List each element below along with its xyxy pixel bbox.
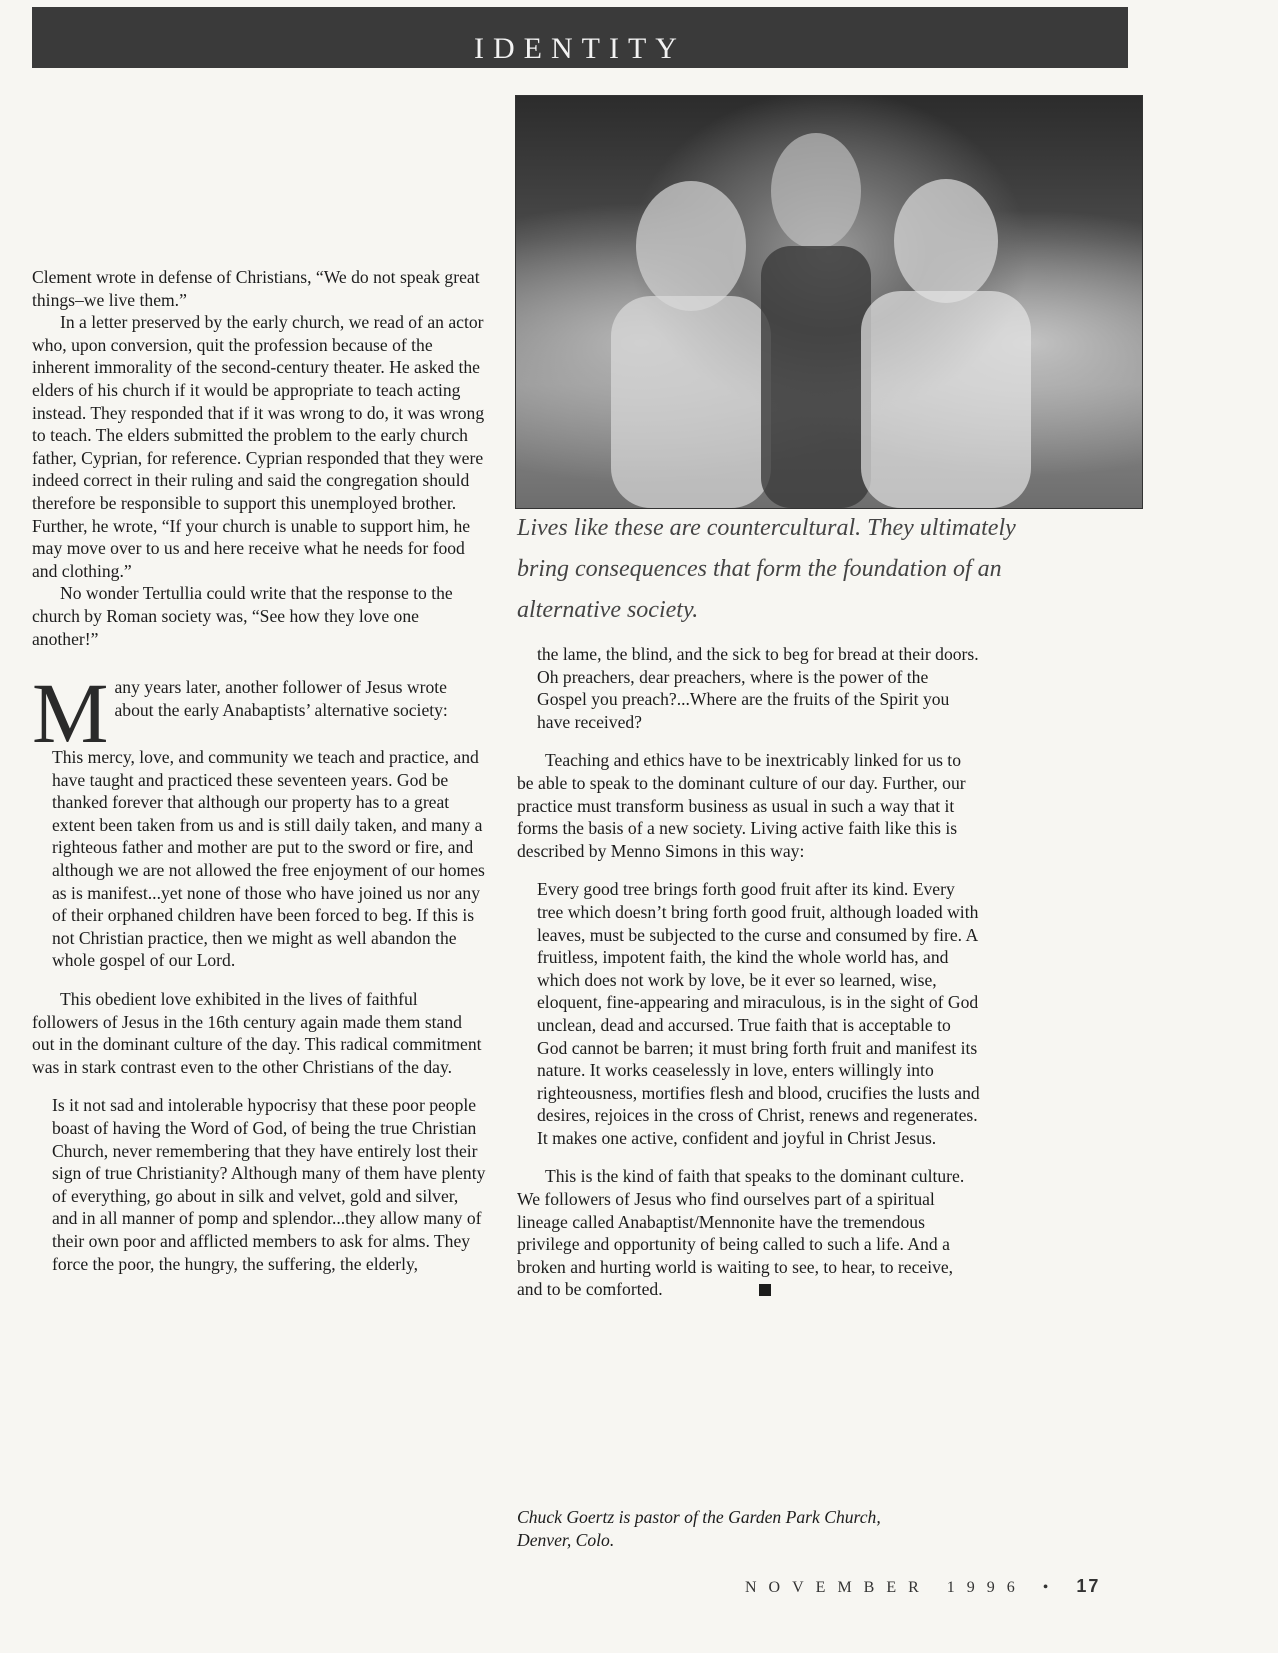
- block-quote: Is it not sad and intolerable hypocrisy that these poor people boast of having the Word of God, of being the true Christian Church, never remembering that they have entirely lost their sign of true Christianity? Although many of them have plenty of everything, go about in silk and velvet, gold and silver, and in all manner of pomp and splendor...they allow many of their own poor and afflicted members to ask for alms. They force the poor, the hungry, the suffering, the elderly,: [52, 1095, 486, 1274]
- paragraph: No wonder Tertullia could write that the response to the church by Roman society was, “See how they love one another!”: [32, 583, 453, 649]
- drop-cap: M: [32, 665, 109, 762]
- block-quote: This mercy, love, and community we teach and practice, and have taught and practiced these seventeen years. God be thanked forever that although our property has to a great extent been taken from us and is still daily taken, and many a righteous father and mother are put to the sword or fire, and although we are not allowed the free enjoyment of our homes as is manifest...yet none of those who have joined us nor any of their orphaned children have been forced to beg. If this is not Christian practice, then we might as well abandon the whole gospel of our Lord.: [52, 747, 485, 971]
- paragraph: [517, 1165, 980, 1301]
- paragraph: Clement wrote in defense of Christians, “We do not speak great things–we live them.”: [32, 267, 480, 310]
- bullet-separator: •: [1042, 1579, 1049, 1596]
- dropcap-paragraph: [32, 665, 488, 762]
- paragraph-text: This is the kind of faith that speaks to the dominant culture. We followers of Jesus who find ourselves part of a spiritual lineage called Anabaptist/Mennonite have the tremendous privilege and opportunity of being called to such a life. And a broken and hurting world is waiting to see, to hear, to receive, and to be comforted.: [517, 1166, 965, 1300]
- section-banner: [32, 7, 1128, 68]
- end-mark-icon: [759, 1284, 771, 1296]
- page-number: 17: [1076, 1576, 1101, 1596]
- block-quote: Every good tree brings forth good fruit after its kind. Every tree which doesn’t bring forth good fruit, although loaded with leaves, must be subjected to the curse and consumed by fire. A fruitless, impotent faith, the kind the whole world has, and which does not work by love, be it ever so learned, wise, eloquent, fine-appearing and miraculous, is in the sight of God unclean, dead and accursed. True faith that is acceptable to God cannot be barren; it must bring forth fruit and manifest its nature. It works ceaselessly in love, enters willingly into righteousness, mortifies flesh and blood, crucifies the lusts and desires, rejoices in the cross of Christ, renews and regenerates. It makes one active, confident and joyful in Christ Jesus.: [537, 879, 980, 1148]
- paragraph: In a letter preserved by the early church, we read of an actor who, upon conversion, quit the profession because of the inherent immorality of the second-century theater. He asked the elders of his church if it would be appropriate to teach acting instead. They responded that if it was wrong to do, it was wrong to teach. The elders submitted the problem to the early church father, Cyprian, for reference. Cyprian responded that they were indeed correct in their ruling and said the congregation should therefore be responsible to support this unemployed brother. Further, he wrote, “If your church is unable to support him, he may move over to us and here receive what he needs for food and clothing.”: [32, 312, 485, 581]
- author-byline: Chuck Goertz is pastor of the Garden Park Church, Denver, Colo.: [517, 1507, 881, 1550]
- right-column: [517, 643, 980, 1301]
- photo-placeholder-icon: [516, 96, 1142, 508]
- paragraph: Teaching and ethics have to be inextricably linked for us to be able to speak to the dominant culture of our day. Further, our practice must transform business as usual in such a way that it forms the basis of a new society. Living active faith like this is described by Menno Simons in this way:: [517, 750, 966, 861]
- issue-date: NOVEMBER 1996: [745, 1579, 1027, 1596]
- left-column: [32, 266, 488, 1291]
- section-title: IDENTITY: [474, 32, 686, 65]
- page-footer: [745, 1576, 1100, 1597]
- paragraph: This obedient love exhibited in the lives of faithful followers of Jesus in the 16th century again made them stand out in the dominant culture of the day. This radical commitment was in stark contrast even to the other Christians of the day.: [32, 989, 482, 1077]
- block-quote: the lame, the blind, and the sick to beg for bread at their doors. Oh preachers, dear preachers, where is the power of the Gospel you preach?...Where are the fruits of the Spirit you have received?: [537, 644, 979, 732]
- paragraph-text: any years later, another follower of Jesus wrote about the early Anabaptists’ alternative society:: [114, 677, 448, 720]
- photo-three-women: [515, 95, 1143, 509]
- photo-caption: Lives like these are countercultural. They ultimately bring consequences that form the foundation of an alternative society.: [517, 515, 1016, 623]
